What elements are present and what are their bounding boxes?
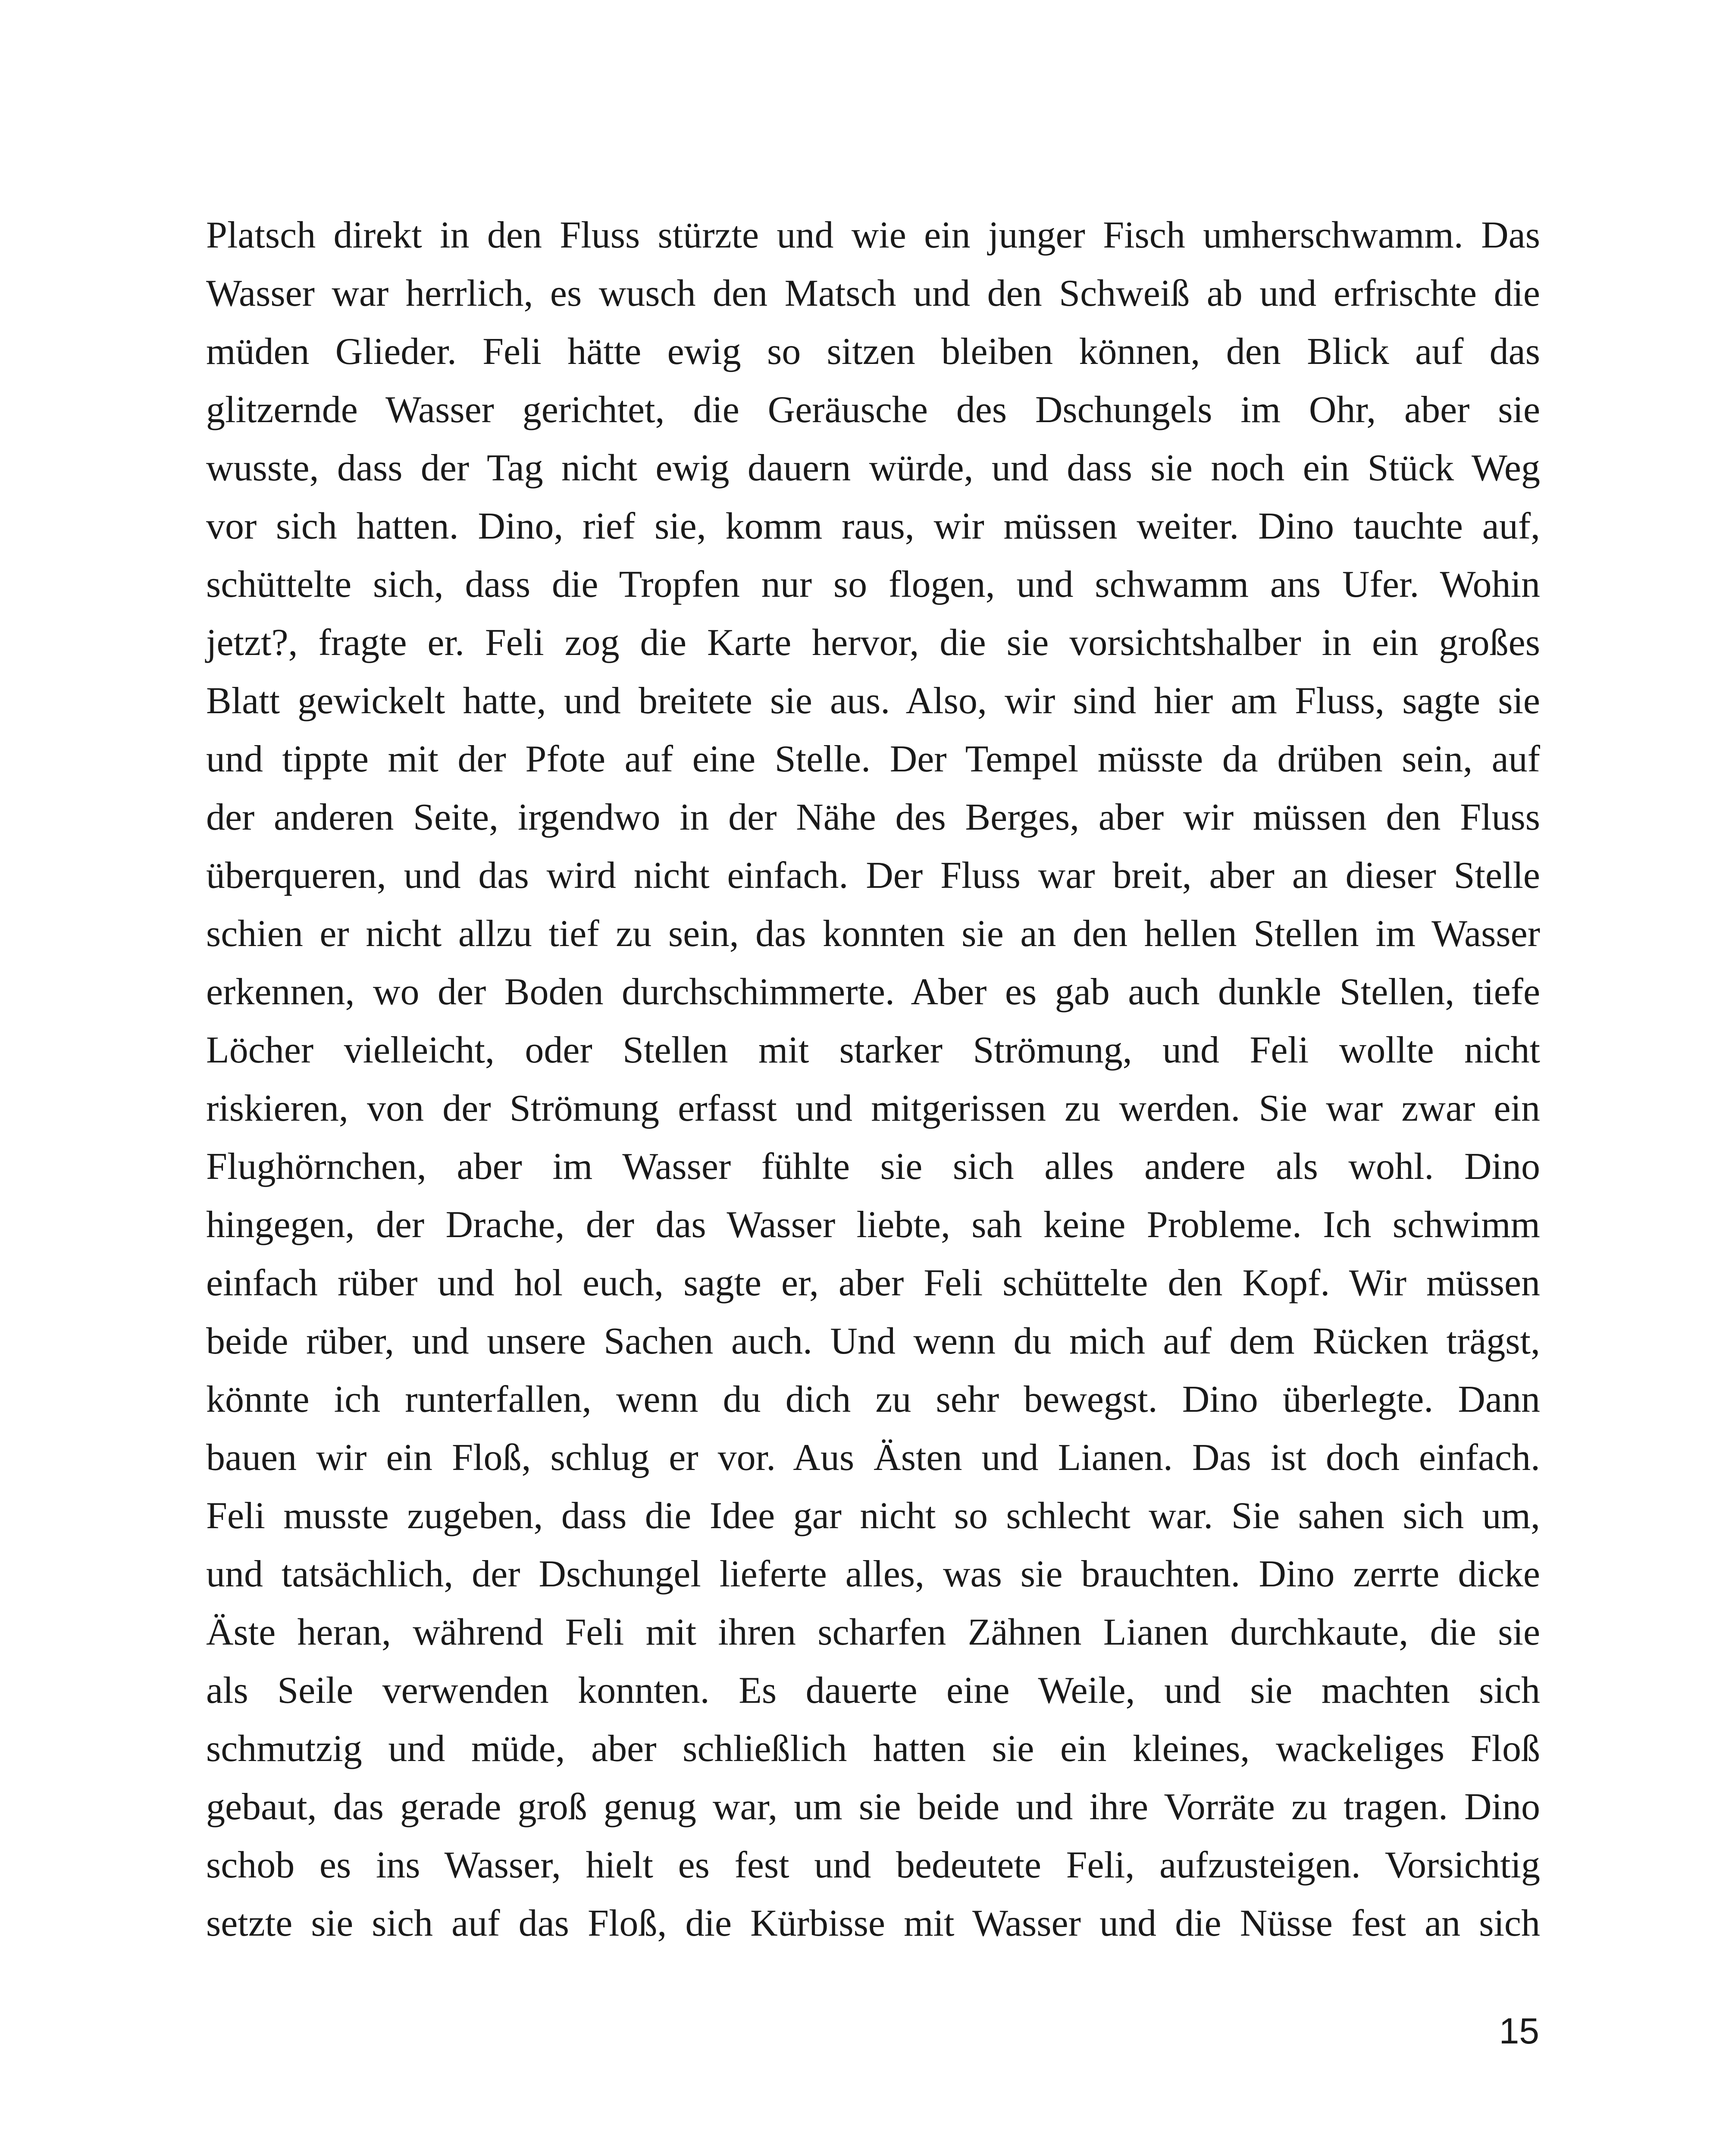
text-line: der anderen Seite, irgendwo in der Nähe des Berges, aber wir müssen den Fluss <box>206 796 1540 838</box>
body-text <box>206 206 1540 1952</box>
text-line: könnte ich runterfallen, wenn du dich zu sehr bewegst. Dino überlegte. Dann <box>206 1379 1540 1420</box>
text-line: als Seile verwenden konnten. Es dauerte eine Weile, und sie machten sich <box>206 1670 1540 1711</box>
text-line: überqueren, und das wird nicht einfach. Der Fluss war breit, aber an dieser Stelle <box>206 855 1540 896</box>
text-line: beide rüber, und unsere Sachen auch. Und wenn du mich auf dem Rücken trägst, <box>206 1320 1540 1362</box>
text-line: riskieren, von der Strömung erfasst und mitgerissen zu werden. Sie war zwar ein <box>206 1087 1540 1129</box>
text-line: vor sich hatten. Dino, rief sie, komm raus, wir müssen weiter. Dino tauchte auf, <box>206 505 1540 547</box>
text-line: erkennen, wo der Boden durchschimmerte. Aber es gab auch dunkle Stellen, tiefe <box>206 971 1540 1013</box>
text-line: schmutzig und müde, aber schließlich hatten sie ein kleines, wackeliges Floß <box>206 1728 1540 1770</box>
text-line: Feli musste zugeben, dass die Idee gar nicht so schlecht war. Sie sahen sich um, <box>206 1495 1540 1537</box>
text-line: wusste, dass der Tag nicht ewig dauern würde, und dass sie noch ein Stück Weg <box>206 447 1540 489</box>
text-line: schüttelte sich, dass die Tropfen nur so flogen, und schwamm ans Ufer. Wohin <box>206 564 1540 605</box>
text-line: gebaut, das gerade groß genug war, um sie beide und ihre Vorräte zu tragen. Dino <box>206 1786 1540 1828</box>
text-line: Äste heran, während Feli mit ihren scharfen Zähnen Lianen durchkaute, die sie <box>206 1611 1540 1653</box>
text-line: und tippte mit der Pfote auf eine Stelle. Der Tempel müsste da drüben sein, auf <box>206 738 1540 780</box>
text-line: bauen wir ein Floß, schlug er vor. Aus Ästen und Lianen. Das ist doch einfach. <box>206 1437 1540 1479</box>
text-line: Blatt gewickelt hatte, und breitete sie aus. Also, wir sind hier am Fluss, sagte sie <box>206 680 1540 722</box>
text-line: jetzt?, fragte er. Feli zog die Karte hervor, die sie vorsichtshalber in ein großes <box>206 622 1540 664</box>
text-line: einfach rüber und hol euch, sagte er, aber Feli schüttelte den Kopf. Wir müssen <box>206 1262 1540 1304</box>
text-line: schien er nicht allzu tief zu sein, das konnten sie an den hellen Stellen im Wasser <box>206 913 1540 955</box>
text-line: glitzernde Wasser gerichtet, die Geräusche des Dschungels im Ohr, aber sie <box>206 389 1540 431</box>
text-line: Löcher vielleicht, oder Stellen mit starker Strömung, und Feli wollte nicht <box>206 1029 1540 1071</box>
text-line: Flughörnchen, aber im Wasser fühlte sie sich alles andere als wohl. Dino <box>206 1146 1540 1188</box>
text-line: und tatsächlich, der Dschungel lieferte alles, was sie brauchten. Dino zerrte dicke <box>206 1553 1540 1595</box>
text-line: Wasser war herrlich, es wusch den Matsch und den Schweiß ab und erfrischte die <box>206 273 1540 314</box>
page-number: 15 <box>1499 2011 1539 2051</box>
text-line: Platsch direkt in den Fluss stürzte und wie ein junger Fisch umherschwamm. Das <box>206 214 1540 256</box>
text-line: hingegen, der Drache, der das Wasser liebte, sah keine Probleme. Ich schwimm <box>206 1204 1540 1246</box>
text-line: müden Glieder. Feli hätte ewig so sitzen bleiben können, den Blick auf das <box>206 331 1540 373</box>
text-line: schob es ins Wasser, hielt es fest und bedeutete Feli, aufzusteigen. Vorsichtig <box>206 1844 1540 1886</box>
text-line: setzte sie sich auf das Floß, die Kürbisse mit Wasser und die Nüsse fest an sich <box>206 1902 1540 1944</box>
